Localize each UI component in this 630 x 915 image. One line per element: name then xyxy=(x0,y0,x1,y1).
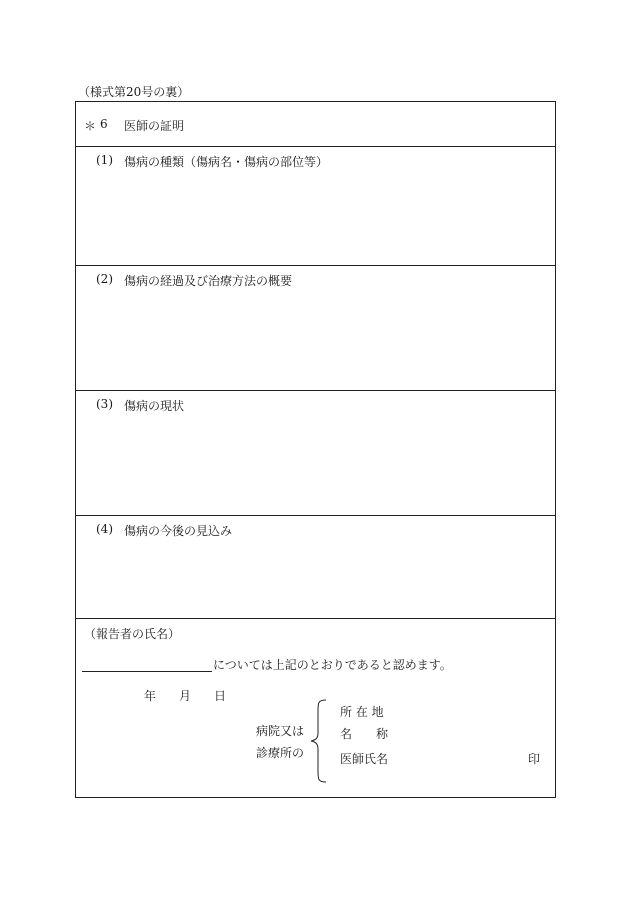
item-4-number: (4) xyxy=(96,522,113,536)
date-year: 年 xyxy=(144,689,157,703)
row-divider xyxy=(76,515,555,516)
row-divider xyxy=(76,390,555,391)
reporter-heading: （報告者の氏名） xyxy=(84,627,181,641)
item-1-number: (1) xyxy=(96,153,113,167)
date-day: 日 xyxy=(214,689,227,703)
curly-brace-icon xyxy=(308,699,332,783)
item-3-number: (3) xyxy=(96,397,113,411)
reporter-name-blank[interactable] xyxy=(82,671,212,672)
institution-name-label: 名 称 xyxy=(340,727,389,741)
certificate-table xyxy=(75,101,556,798)
row-divider xyxy=(76,618,555,619)
section-title: 医師の証明 xyxy=(124,119,185,133)
seal-mark: 印 xyxy=(528,752,541,766)
address-label: 所 在 地 xyxy=(340,705,384,719)
item-2-number: (2) xyxy=(96,272,113,286)
certification-statement: については上記のとおりであると認めます。 xyxy=(213,658,452,672)
date-month: 月 xyxy=(179,689,192,703)
section-number: 6 xyxy=(100,117,108,131)
item-4-label: 傷病の今後の見込み xyxy=(124,524,233,538)
row-divider xyxy=(76,265,555,266)
institution-label-1: 病院又は xyxy=(256,724,305,738)
row-divider xyxy=(76,146,555,147)
institution-label-2: 診療所の xyxy=(256,746,305,760)
item-1-label: 傷病の種類（傷病名・傷病の部位等） xyxy=(124,155,329,169)
form-label: （様式第20号の裏） xyxy=(78,85,190,99)
item-2-label: 傷病の経過及び治療方法の概要 xyxy=(124,274,293,288)
asterisk-mark: ＊ xyxy=(84,119,97,133)
doctor-name-label: 医師氏名 xyxy=(340,752,389,766)
item-3-label: 傷病の現状 xyxy=(124,399,185,413)
